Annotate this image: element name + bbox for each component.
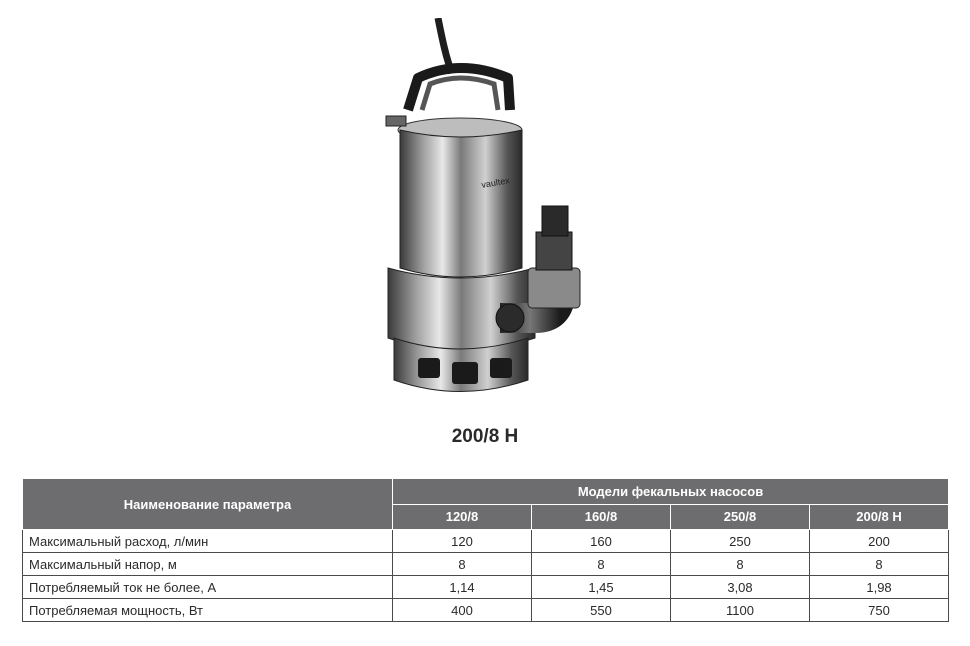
submersible-pump-icon bbox=[360, 18, 620, 408]
param-value: 1,98 bbox=[810, 576, 949, 599]
table-header bbox=[23, 479, 949, 530]
table-row bbox=[23, 553, 949, 576]
model-header: 200/8 H bbox=[810, 504, 949, 530]
param-value: 750 bbox=[810, 599, 949, 622]
param-label: Максимальный расход, л/мин bbox=[23, 530, 393, 553]
param-value: 1,14 bbox=[393, 576, 532, 599]
svg-text:vaultex: vaultex bbox=[480, 175, 511, 190]
param-value: 200 bbox=[810, 530, 949, 553]
param-value: 250 bbox=[671, 530, 810, 553]
param-value: 8 bbox=[810, 553, 949, 576]
param-value: 8 bbox=[532, 553, 671, 576]
table-row bbox=[23, 530, 949, 553]
specs-table bbox=[22, 478, 949, 622]
param-value: 160 bbox=[532, 530, 671, 553]
product-caption: 200/8 H bbox=[451, 426, 519, 447]
param-value: 8 bbox=[671, 553, 810, 576]
param-label: Максимальный напор, м bbox=[23, 553, 393, 576]
param-value: 1100 bbox=[671, 599, 810, 622]
param-value: 8 bbox=[393, 553, 532, 576]
product-image bbox=[360, 18, 620, 408]
model-header: 160/8 bbox=[532, 504, 671, 530]
table-row bbox=[23, 599, 949, 622]
param-column-header: Наименование параметра bbox=[23, 479, 393, 530]
param-label: Потребляемый ток не более, А bbox=[23, 576, 393, 599]
table-row bbox=[23, 576, 949, 599]
model-header: 250/8 bbox=[671, 504, 810, 530]
param-value: 120 bbox=[393, 530, 532, 553]
models-group-header: Модели фекальных насосов bbox=[393, 479, 949, 505]
model-header: 120/8 bbox=[393, 504, 532, 530]
param-value: 1,45 bbox=[532, 576, 671, 599]
param-value: 550 bbox=[532, 599, 671, 622]
param-value: 3,08 bbox=[671, 576, 810, 599]
param-value: 400 bbox=[393, 599, 532, 622]
param-label: Потребляемая мощность, Вт bbox=[23, 599, 393, 622]
